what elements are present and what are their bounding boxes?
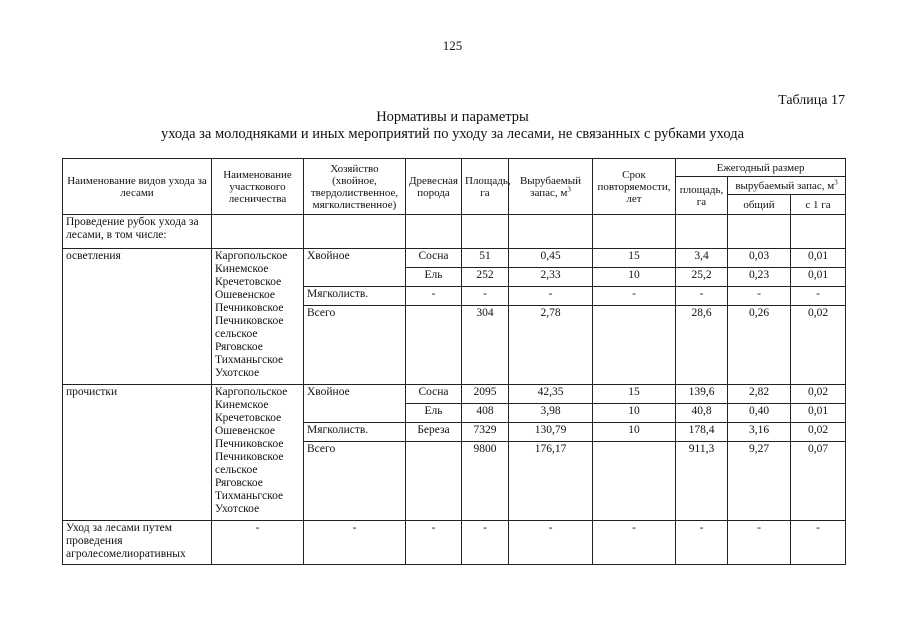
stock-cell: 130,79 [509,423,593,442]
annual-perha-cell: 0,01 [791,249,846,268]
annual-perha-cell: 0,01 [791,268,846,287]
farm-cell: Мягколиств. [304,423,406,442]
annual-area-cell: 178,4 [676,423,728,442]
species-cell [406,442,462,521]
annual-total-cell: 3,16 [728,423,791,442]
farm-cell: Всего [304,306,406,385]
value-cell: - [728,521,791,565]
period-cell: 10 [593,423,676,442]
header-annual: Ежегодный размер [676,159,846,177]
annual-total-cell: 0,23 [728,268,791,287]
species-cell: Ель [406,404,462,423]
value-cell: - [791,521,846,565]
species-cell: Сосна [406,385,462,404]
period-cell [593,306,676,385]
period-cell: 10 [593,404,676,423]
annual-area-cell: 3,4 [676,249,728,268]
stock-cell: 42,35 [509,385,593,404]
species-cell: Береза [406,423,462,442]
annual-total-cell: 0,03 [728,249,791,268]
header-type: Наименование видов ухода за лесами [63,159,212,215]
header-area: Площадь, га [462,159,509,215]
annual-total-cell: 2,82 [728,385,791,404]
table-title-line-2: ухода за молодняками и иных мероприятий по уходу за лесами, не связанных с рубками ухода [160,126,745,142]
period-cell [593,442,676,521]
species-cell: Ель [406,268,462,287]
area-cell: 304 [462,306,509,385]
farm-cell: Хвойное [304,249,406,287]
value-cell: - [406,521,462,565]
period-cell: - [593,287,676,306]
area-cell: 408 [462,404,509,423]
table-row [63,249,846,268]
section-header: Проведение рубок ухода за лесами, в том числе: [63,215,212,249]
value-cell: - [593,521,676,565]
area-cell: - [462,287,509,306]
annual-area-cell: 911,3 [676,442,728,521]
value-cell: - [676,521,728,565]
species-cell: Сосна [406,249,462,268]
header-total: общий [728,195,791,215]
species-cell: - [406,287,462,306]
stock-cell: 0,45 [509,249,593,268]
header-stock: Вырубаемый запас, $м^3$ [509,159,593,215]
period-cell: 15 [593,249,676,268]
table-title-line-1: Нормативы и параметры [376,109,529,125]
area-cell: 9800 [462,442,509,521]
work-type: осветления [63,249,212,385]
area-cell: 2095 [462,385,509,404]
header-per-ha: с 1 га [791,195,846,215]
work-type: прочистки [63,385,212,521]
period-cell: 15 [593,385,676,404]
forestry-list: Каргопольское Кинемское Кречетовское Ошевенское Печниковское Печниковское сельское Ряговское Тихманьгское Ухотское [212,385,304,521]
farm-cell: Мягколиств. [304,287,406,306]
farm-cell: Всего [304,442,406,521]
annual-area-cell: 28,6 [676,306,728,385]
area-cell: 7329 [462,423,509,442]
work-type: Уход за лесами путем проведения агролесомелиоративных [63,521,212,565]
forestry-list: Каргопольское Кинемское Кречетовское Ошевенское Печниковское Печниковское сельское Ряговское Тихманьгское Ухотское [212,249,304,385]
stock-cell: 2,33 [509,268,593,287]
annual-total-cell: 0,26 [728,306,791,385]
header-forestry: Наименование участкового лесничества [212,159,304,215]
value-cell: - [462,521,509,565]
annual-perha-cell: - [791,287,846,306]
table-row [63,521,846,565]
area-cell: 252 [462,268,509,287]
annual-area-cell: 25,2 [676,268,728,287]
area-cell: 51 [462,249,509,268]
annual-total-cell: - [728,287,791,306]
norms-table [62,158,846,565]
annual-area-cell: 40,8 [676,404,728,423]
annual-total-cell: 0,40 [728,404,791,423]
annual-perha-cell: 0,02 [791,306,846,385]
annual-area-cell: - [676,287,728,306]
section-header-row [63,215,846,249]
header-farm: Хозяйство (хвойное, твердолиственное, мягколиственное) [304,159,406,215]
farm-cell: Хвойное [304,385,406,423]
header-period: Срок повторяемости, лет [593,159,676,215]
annual-total-cell: 9,27 [728,442,791,521]
species-cell [406,306,462,385]
page-number: 125 [442,38,463,53]
annual-perha-cell: 0,02 [791,385,846,404]
annual-perha-cell: 0,01 [791,404,846,423]
value-cell: - [509,521,593,565]
annual-perha-cell: 0,07 [791,442,846,521]
stock-cell: 176,17 [509,442,593,521]
value-cell: - [212,521,304,565]
table-label: Таблица 17 [778,93,845,108]
stock-cell: - [509,287,593,306]
annual-area-cell: 139,6 [676,385,728,404]
stock-cell: 2,78 [509,306,593,385]
header-species: Древесная порода [406,159,462,215]
header-annual-area: площадь, га [676,177,728,215]
table-row [63,385,846,404]
annual-perha-cell: 0,02 [791,423,846,442]
stock-cell: 3,98 [509,404,593,423]
header-annual-stock: вырубаемый запас, $м^3$ [728,177,846,195]
period-cell: 10 [593,268,676,287]
value-cell: - [304,521,406,565]
